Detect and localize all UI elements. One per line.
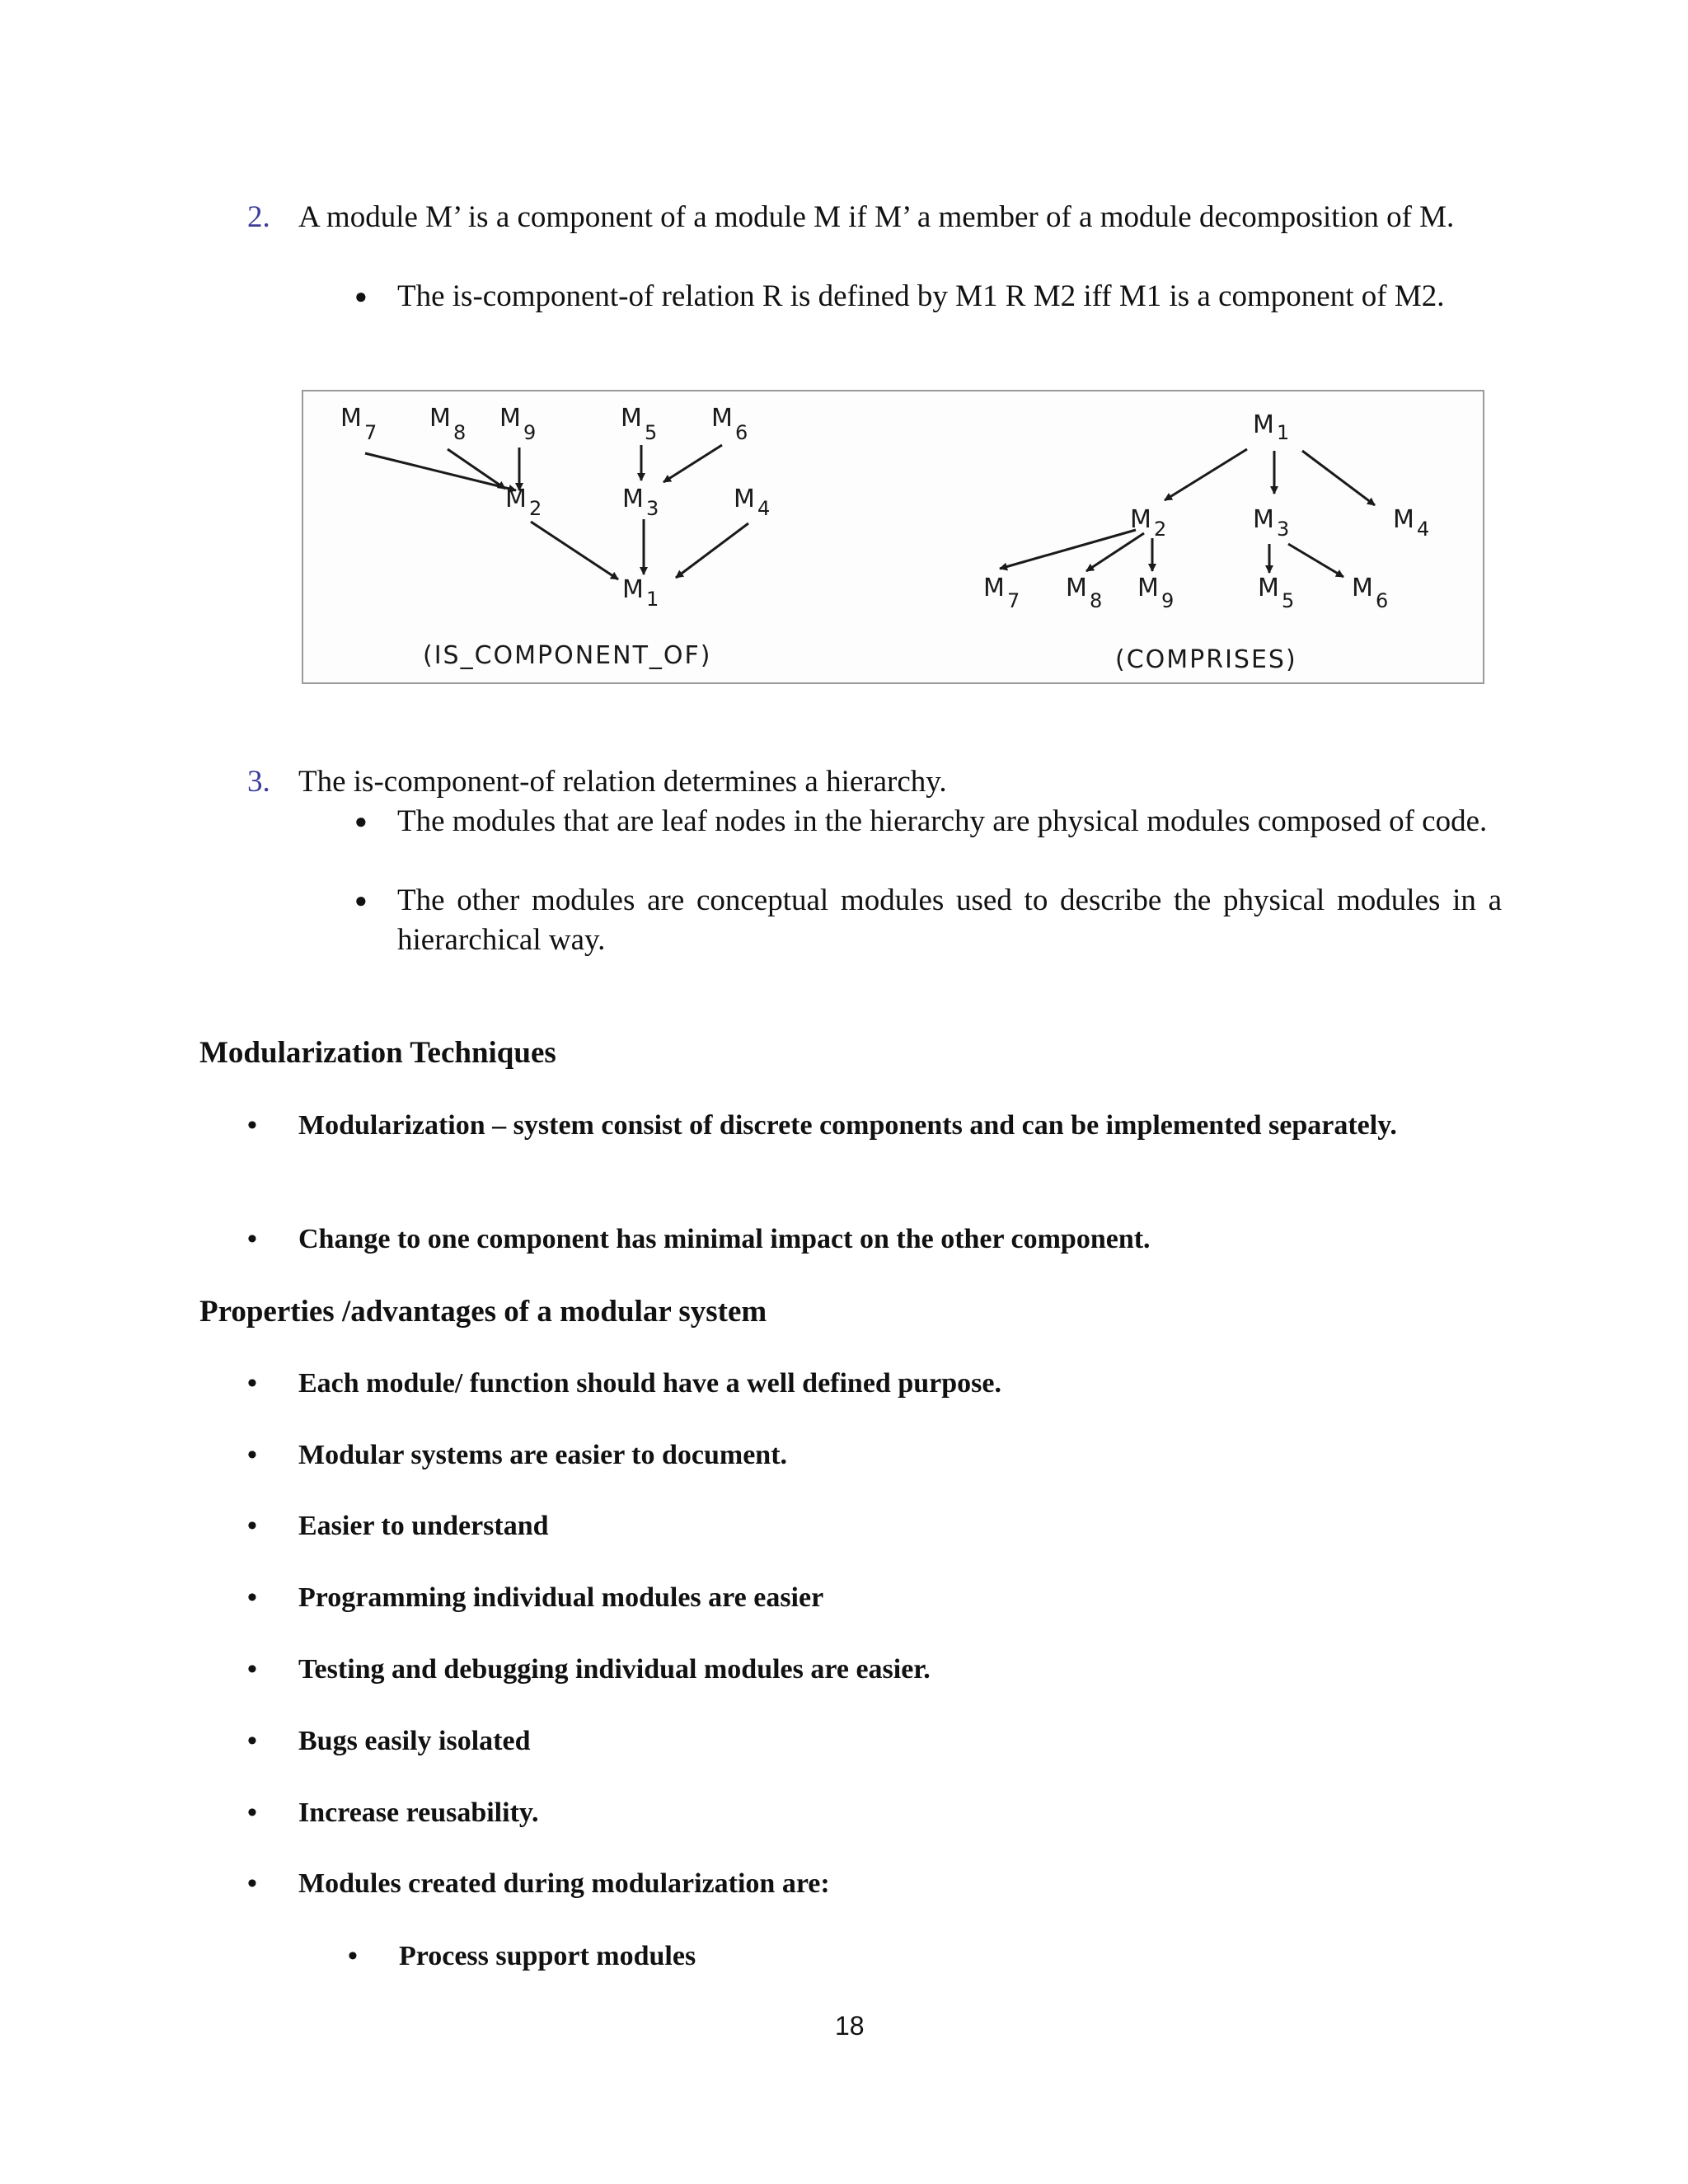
svg-text:1: 1 <box>1277 421 1290 444</box>
section-2-text: A module M’ is a component of a module M if M’ a member of a module decomposition of M. <box>298 200 1455 234</box>
properties-bullet: Easier to understand <box>298 1511 549 1541</box>
bullet-disc: ● <box>354 809 368 833</box>
left-caption: (IS_COMPONENT_OF) <box>423 641 712 670</box>
section-3-bullet: The other modules are conceptual modules used to describe the physical modules in a hierarchical way. <box>397 883 1502 957</box>
svg-text:M: M <box>621 404 642 433</box>
bullet-disc: ● <box>354 888 368 912</box>
svg-text:9: 9 <box>1161 589 1175 612</box>
edge-m2-m1 <box>531 522 618 579</box>
edge-m2-m7 <box>1000 530 1136 569</box>
svg-text:M: M <box>622 485 644 513</box>
svg-text:M: M <box>1393 505 1414 534</box>
node-label <box>1253 505 1289 541</box>
bullet-dot: • <box>247 1582 257 1613</box>
node-label <box>621 404 657 444</box>
node-label <box>622 575 659 611</box>
svg-text:M: M <box>499 404 521 433</box>
svg-text:M: M <box>1352 574 1373 602</box>
svg-text:M: M <box>622 575 644 604</box>
node-label <box>505 485 542 520</box>
svg-text:M: M <box>983 574 1005 602</box>
node-label <box>499 404 536 444</box>
node-label <box>1066 574 1102 612</box>
properties-heading: Properties /advantages of a modular system <box>199 1295 767 1329</box>
node-label <box>1130 505 1166 541</box>
bullet-dot: • <box>247 1110 257 1141</box>
edge-m7-m2 <box>365 453 516 490</box>
edge-m3-m6 <box>1288 544 1343 577</box>
bullet-disc: ● <box>354 284 368 308</box>
node-label <box>1393 505 1429 541</box>
svg-text:M: M <box>505 485 527 513</box>
node-label <box>1258 574 1294 612</box>
section-3-text: The is-component-of relation determines a hierarchy. <box>298 765 947 799</box>
svg-text:M: M <box>1130 505 1151 534</box>
properties-bullet: Bugs easily isolated <box>298 1726 531 1756</box>
svg-text:4: 4 <box>1417 518 1430 541</box>
svg-text:8: 8 <box>1090 589 1103 612</box>
section-2-bullet: The is-component-of relation R is defined by M1 R M2 iff M1 is a component of M2. <box>397 279 1445 313</box>
edge-m1-m4 <box>1302 451 1375 505</box>
svg-text:2: 2 <box>1154 518 1167 541</box>
node-label <box>1352 574 1388 612</box>
page-number: 18 <box>835 2011 865 2041</box>
svg-text:3: 3 <box>1277 518 1290 541</box>
section-3-bullet: The modules that are leaf nodes in the hierarchy are physical modules composed of code. <box>397 804 1488 838</box>
svg-text:M: M <box>1253 505 1274 534</box>
bullet-dot: • <box>247 1868 257 1899</box>
edge-m1-m2 <box>1165 449 1247 500</box>
svg-text:M: M <box>1066 574 1087 602</box>
list-number-2: 2. <box>247 200 270 234</box>
bullet-dot: • <box>247 1368 257 1399</box>
svg-text:M: M <box>429 404 451 433</box>
node-label <box>429 404 466 444</box>
node-label <box>711 404 748 444</box>
node-label <box>1253 410 1289 444</box>
right-caption: (COMPRISES) <box>1115 645 1297 674</box>
svg-text:M: M <box>340 404 362 433</box>
properties-bullet: Programming individual modules are easier <box>298 1582 824 1613</box>
svg-text:7: 7 <box>1007 589 1020 612</box>
list-number-3: 3. <box>247 765 270 799</box>
edge-m4-m1 <box>676 523 748 578</box>
modularization-bullet: Change to one component has minimal impact on the other component. <box>298 1224 1151 1254</box>
svg-text:M: M <box>1258 574 1279 602</box>
svg-text:M: M <box>734 485 755 513</box>
svg-text:3: 3 <box>646 497 659 520</box>
bullet-dot: • <box>247 1511 257 1541</box>
modularization-heading: Modularization Techniques <box>199 1036 556 1070</box>
edge-m8-m2 <box>448 449 505 489</box>
properties-bullet: Modules created during modularization are: <box>298 1868 830 1899</box>
comprises-graph <box>1000 449 1375 577</box>
svg-text:8: 8 <box>453 421 467 444</box>
node-label <box>622 485 659 520</box>
node-label <box>983 574 1020 612</box>
bullet-dot: • <box>247 1797 257 1828</box>
svg-text:9: 9 <box>523 421 537 444</box>
svg-text:1: 1 <box>646 588 659 611</box>
node-label <box>340 404 377 444</box>
svg-text:M: M <box>711 404 733 433</box>
properties-bullet: Testing and debugging individual modules are easier. <box>298 1654 931 1685</box>
bullet-dot: • <box>247 1726 257 1756</box>
bullet-dot: • <box>247 1224 257 1254</box>
modularization-bullet: Modularization – system consist of discrete components and can be implemented separately. <box>298 1110 1397 1141</box>
is-component-of-graph <box>365 445 748 579</box>
bullet-dot: • <box>247 1440 257 1470</box>
svg-text:5: 5 <box>645 421 658 444</box>
svg-text:2: 2 <box>529 497 542 520</box>
edge-m6-m3 <box>663 445 722 482</box>
node-label <box>734 485 770 520</box>
module-hierarchy-figure <box>302 390 1484 684</box>
svg-text:M: M <box>1253 410 1274 439</box>
module-hierarchy-diagram <box>303 391 1483 682</box>
svg-text:4: 4 <box>757 497 771 520</box>
edge-m2-m8 <box>1086 533 1144 571</box>
svg-text:5: 5 <box>1282 589 1295 612</box>
svg-text:7: 7 <box>364 421 377 444</box>
node-label <box>1137 574 1174 612</box>
bullet-dot: • <box>247 1654 257 1685</box>
svg-text:M: M <box>1137 574 1159 602</box>
properties-bullet: Each module/ function should have a well defined purpose. <box>298 1368 1001 1399</box>
svg-text:6: 6 <box>735 421 748 444</box>
properties-bullet: Modular systems are easier to document. <box>298 1440 788 1470</box>
properties-sub-bullet: Process support modules <box>399 1941 696 1971</box>
sub-bullet-dot: • <box>348 1941 358 1971</box>
svg-text:6: 6 <box>1376 589 1389 612</box>
properties-bullet: Increase reusability. <box>298 1797 539 1828</box>
